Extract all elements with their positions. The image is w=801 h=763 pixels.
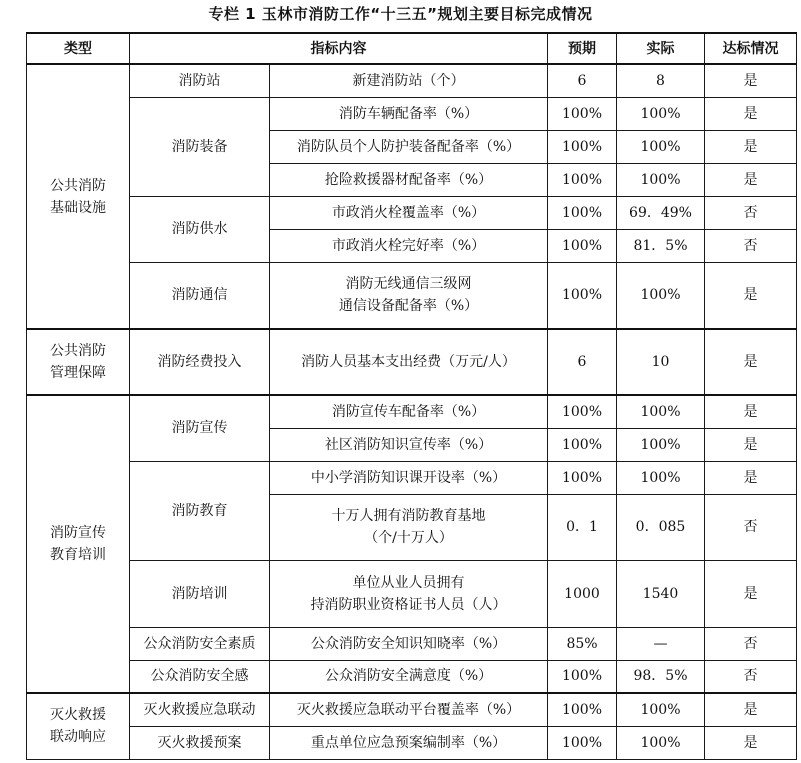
table-row <box>27 693 797 726</box>
actual-cell: 8 <box>617 64 705 97</box>
targets-table <box>26 32 797 760</box>
status-cell: 否 <box>705 494 797 560</box>
cell-line: 消防无线通信三级网 <box>345 276 472 293</box>
actual-cell: 98．5% <box>617 660 705 693</box>
table-row <box>27 329 797 395</box>
indicator-cell <box>270 262 548 329</box>
table-row <box>27 560 797 627</box>
sub-cell: 消防培训 <box>130 560 270 627</box>
actual-cell: 81．5% <box>617 229 705 262</box>
table-row <box>27 262 797 329</box>
header-status: 达标情况 <box>705 33 797 64</box>
actual-cell: 100% <box>617 395 705 428</box>
group-cell <box>27 693 130 759</box>
table-row <box>27 627 797 660</box>
expected-cell: 100% <box>548 130 617 163</box>
expected-cell: 0．1 <box>548 494 617 560</box>
table-row <box>27 660 797 693</box>
status-cell: 否 <box>705 660 797 693</box>
table-row <box>27 726 797 759</box>
status-cell: 是 <box>705 130 797 163</box>
status-cell: 是 <box>705 726 797 759</box>
table-row <box>27 395 797 428</box>
expected-cell: 100% <box>548 660 617 693</box>
sub-cell: 消防站 <box>130 64 270 97</box>
sub-cell: 消防通信 <box>130 262 270 329</box>
status-cell: 是 <box>705 97 797 130</box>
expected-cell: 100% <box>548 428 617 461</box>
expected-cell: 100% <box>548 693 617 726</box>
actual-cell: 100% <box>617 428 705 461</box>
status-cell: 是 <box>705 329 797 395</box>
indicator-cell: 抢险救援器材配备率（%） <box>270 163 548 196</box>
sub-cell: 消防装备 <box>130 97 270 196</box>
indicator-cell: 社区消防知识宣传率（%） <box>270 428 548 461</box>
status-cell: 是 <box>705 64 797 97</box>
indicator-cell: 市政消火栓完好率（%） <box>270 229 548 262</box>
cell-line: 公共消防 <box>50 343 106 359</box>
indicator-cell: 中小学消防知识课开设率（%） <box>270 461 548 494</box>
cell-line: 持消防职业资格证书人员（人） <box>310 596 507 613</box>
actual-cell: 10 <box>617 329 705 395</box>
header-type: 类型 <box>27 33 130 64</box>
actual-cell: 100% <box>617 262 705 329</box>
cell-line: 单位从业人员拥有 <box>352 574 465 591</box>
actual-cell: 100% <box>617 163 705 196</box>
header-actual: 实际 <box>617 33 705 64</box>
expected-cell: 100% <box>548 461 617 494</box>
expected-cell: 100% <box>548 97 617 130</box>
cell-line: 十万人拥有消防教育基地 <box>331 508 486 524</box>
cell-line: 消防宣传 <box>50 525 106 541</box>
expected-cell: 100% <box>548 196 617 229</box>
indicator-cell: 消防车辆配备率（%） <box>270 97 548 130</box>
indicator-cell: 消防队员个人防护装备配备率（%） <box>270 130 548 163</box>
expected-cell: 6 <box>548 329 617 395</box>
actual-cell: — <box>617 627 705 660</box>
actual-cell: 69．49% <box>617 196 705 229</box>
expected-cell: 85% <box>548 627 617 660</box>
indicator-cell: 公众消防安全满意度（%） <box>270 660 548 693</box>
sub-cell: 公众消防安全素质 <box>130 627 270 660</box>
indicator-cell: 重点单位应急预案编制率（%） <box>270 726 548 759</box>
status-cell: 是 <box>705 693 797 726</box>
expected-cell: 100% <box>548 262 617 329</box>
indicator-cell: 灭火救援应急联动平台覆盖率（%） <box>270 693 548 726</box>
indicator-cell: 新建消防站（个） <box>270 64 548 97</box>
sub-cell: 灭火救援预案 <box>130 726 270 759</box>
table-row <box>27 196 797 229</box>
sub-cell: 灭火救援应急联动 <box>130 693 270 726</box>
expected-cell: 100% <box>548 395 617 428</box>
actual-cell: 100% <box>617 461 705 494</box>
actual-cell: 100% <box>617 97 705 130</box>
indicator-cell: 公众消防安全知识知晓率（%） <box>270 627 548 660</box>
status-cell: 否 <box>705 627 797 660</box>
status-cell: 是 <box>705 395 797 428</box>
cell-line: 联动响应 <box>50 729 106 746</box>
indicator-cell <box>270 560 548 627</box>
actual-cell: 1540 <box>617 560 705 627</box>
sub-cell: 消防经费投入 <box>130 329 270 395</box>
cell-line: 公共消防 <box>50 177 106 194</box>
table-row <box>27 461 797 494</box>
expected-cell: 100% <box>548 229 617 262</box>
cell-line: 教育培训 <box>50 547 106 563</box>
table-row <box>27 97 797 130</box>
indicator-cell: 市政消火栓覆盖率（%） <box>270 196 548 229</box>
status-cell: 否 <box>705 229 797 262</box>
status-cell: 是 <box>705 560 797 627</box>
status-cell: 是 <box>705 461 797 494</box>
actual-cell: 100% <box>617 130 705 163</box>
cell-line: 管理保障 <box>50 365 106 381</box>
expected-cell: 100% <box>548 726 617 759</box>
actual-cell: 0．085 <box>617 494 705 560</box>
indicator-cell: 消防人员基本支出经费（万元/人） <box>270 329 548 395</box>
group-cell <box>27 329 130 395</box>
status-cell: 是 <box>705 163 797 196</box>
status-cell: 是 <box>705 262 797 329</box>
sub-cell: 消防宣传 <box>130 395 270 461</box>
status-cell: 否 <box>705 196 797 229</box>
actual-cell: 100% <box>617 693 705 726</box>
expected-cell: 100% <box>548 163 617 196</box>
table-row <box>27 64 797 97</box>
group-cell <box>27 64 130 329</box>
expected-cell: 1000 <box>548 560 617 627</box>
cell-line: 通信设备配备率（%） <box>338 298 479 315</box>
cell-line: 灭火救援 <box>50 707 106 724</box>
indicator-cell: 消防宣传车配备率（%） <box>270 395 548 428</box>
status-cell: 是 <box>705 428 797 461</box>
sub-cell: 公众消防安全感 <box>130 660 270 693</box>
expected-cell: 6 <box>548 64 617 97</box>
sub-cell: 消防教育 <box>130 461 270 560</box>
header-indicator: 指标内容 <box>130 33 548 64</box>
cell-line: 基础设施 <box>50 199 106 216</box>
actual-cell: 100% <box>617 726 705 759</box>
group-cell <box>27 395 130 693</box>
indicator-cell <box>270 494 548 560</box>
sub-cell: 消防供水 <box>130 196 270 262</box>
header-expected: 预期 <box>548 33 617 64</box>
cell-line: （个/十万人） <box>364 530 453 546</box>
table-title: 专栏 1 玉林市消防工作“十三五”规划主要目标完成情况 <box>208 5 593 23</box>
